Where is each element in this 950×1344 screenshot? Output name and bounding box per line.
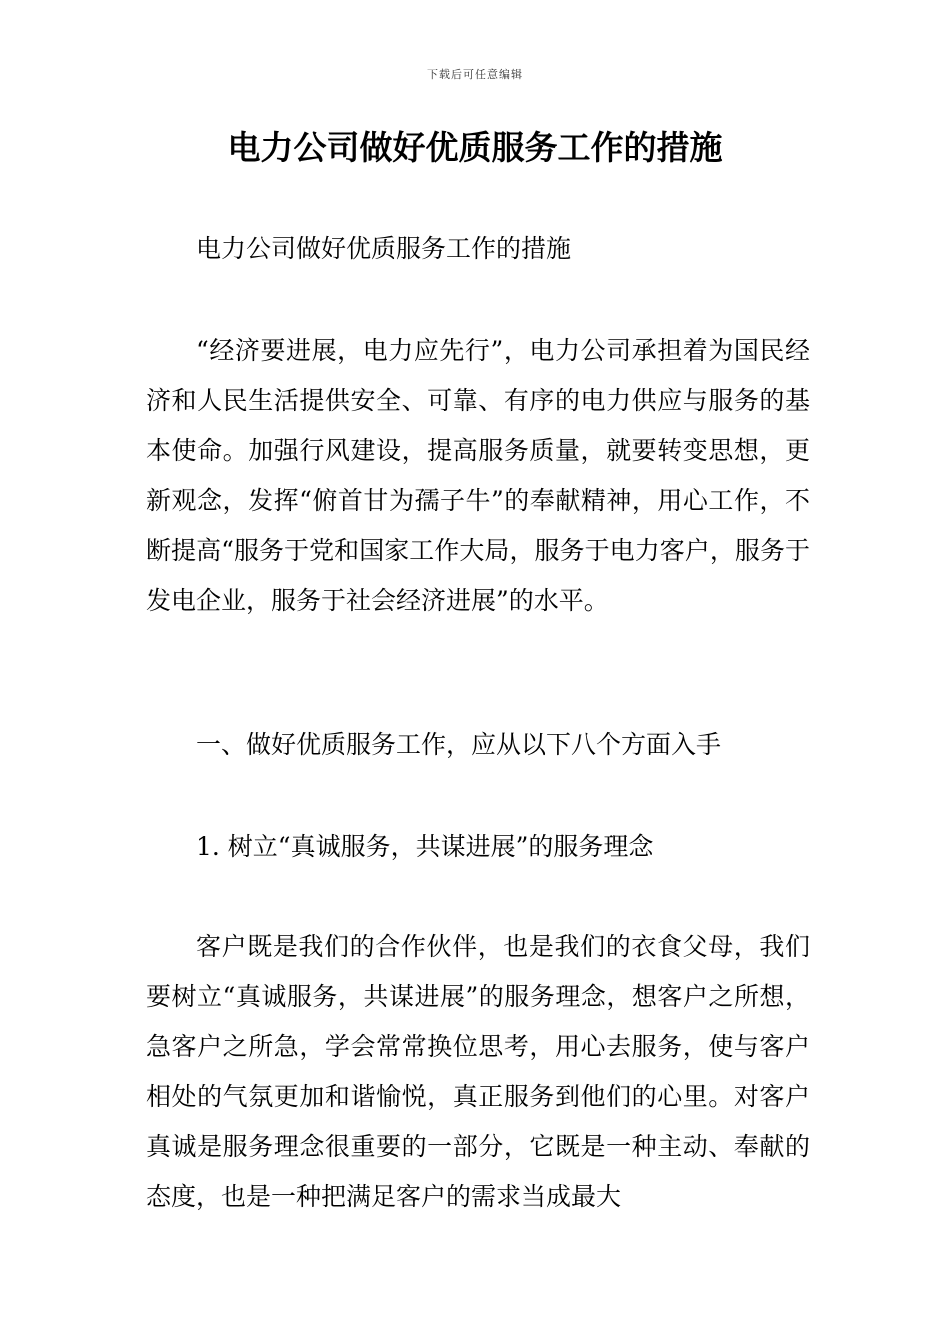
- document-title: 电力公司做好优质服务工作的措施: [227, 128, 723, 167]
- header-note: 下载后可任意编辑: [427, 68, 523, 81]
- section-heading: 一、做好优质服务工作，应从以下八个方面入手: [196, 730, 722, 759]
- item-heading: 1. 树立“真诚服务，共谋进展”的服务理念: [196, 832, 654, 861]
- intro-paragraph: “经济要进展，电力应先行”，电力公司承担着为国民经济和人民生活提供安全、可靠、有序的电力供应与服务的基本使命。加强行风建设，提高服务质量，就要转变思想，更新观念，发挥“俯首甘为孺子牛”的奉献精神，用心工作，不断提高“服务于党和国家工作大局，服务于电力客户，服务于发电企业，服务于社会经济进展”的水平。: [146, 336, 810, 615]
- document-subtitle: 电力公司做好优质服务工作的措施: [196, 234, 572, 263]
- body-paragraph: 客户既是我们的合作伙伴，也是我们的衣食父母，我们要树立“真诚服务，共谋进展”的服务理念，想客户之所想，急客户之所急，学会常常换位思考，用心去服务，使与客户相处的气氛更加和谐愉悦，真正服务到他们的心里。对客户真诚是服务理念很重要的一部分，它既是一种主动、奉献的态度，也是一种把满足客户的需求当成最大: [146, 932, 810, 1211]
